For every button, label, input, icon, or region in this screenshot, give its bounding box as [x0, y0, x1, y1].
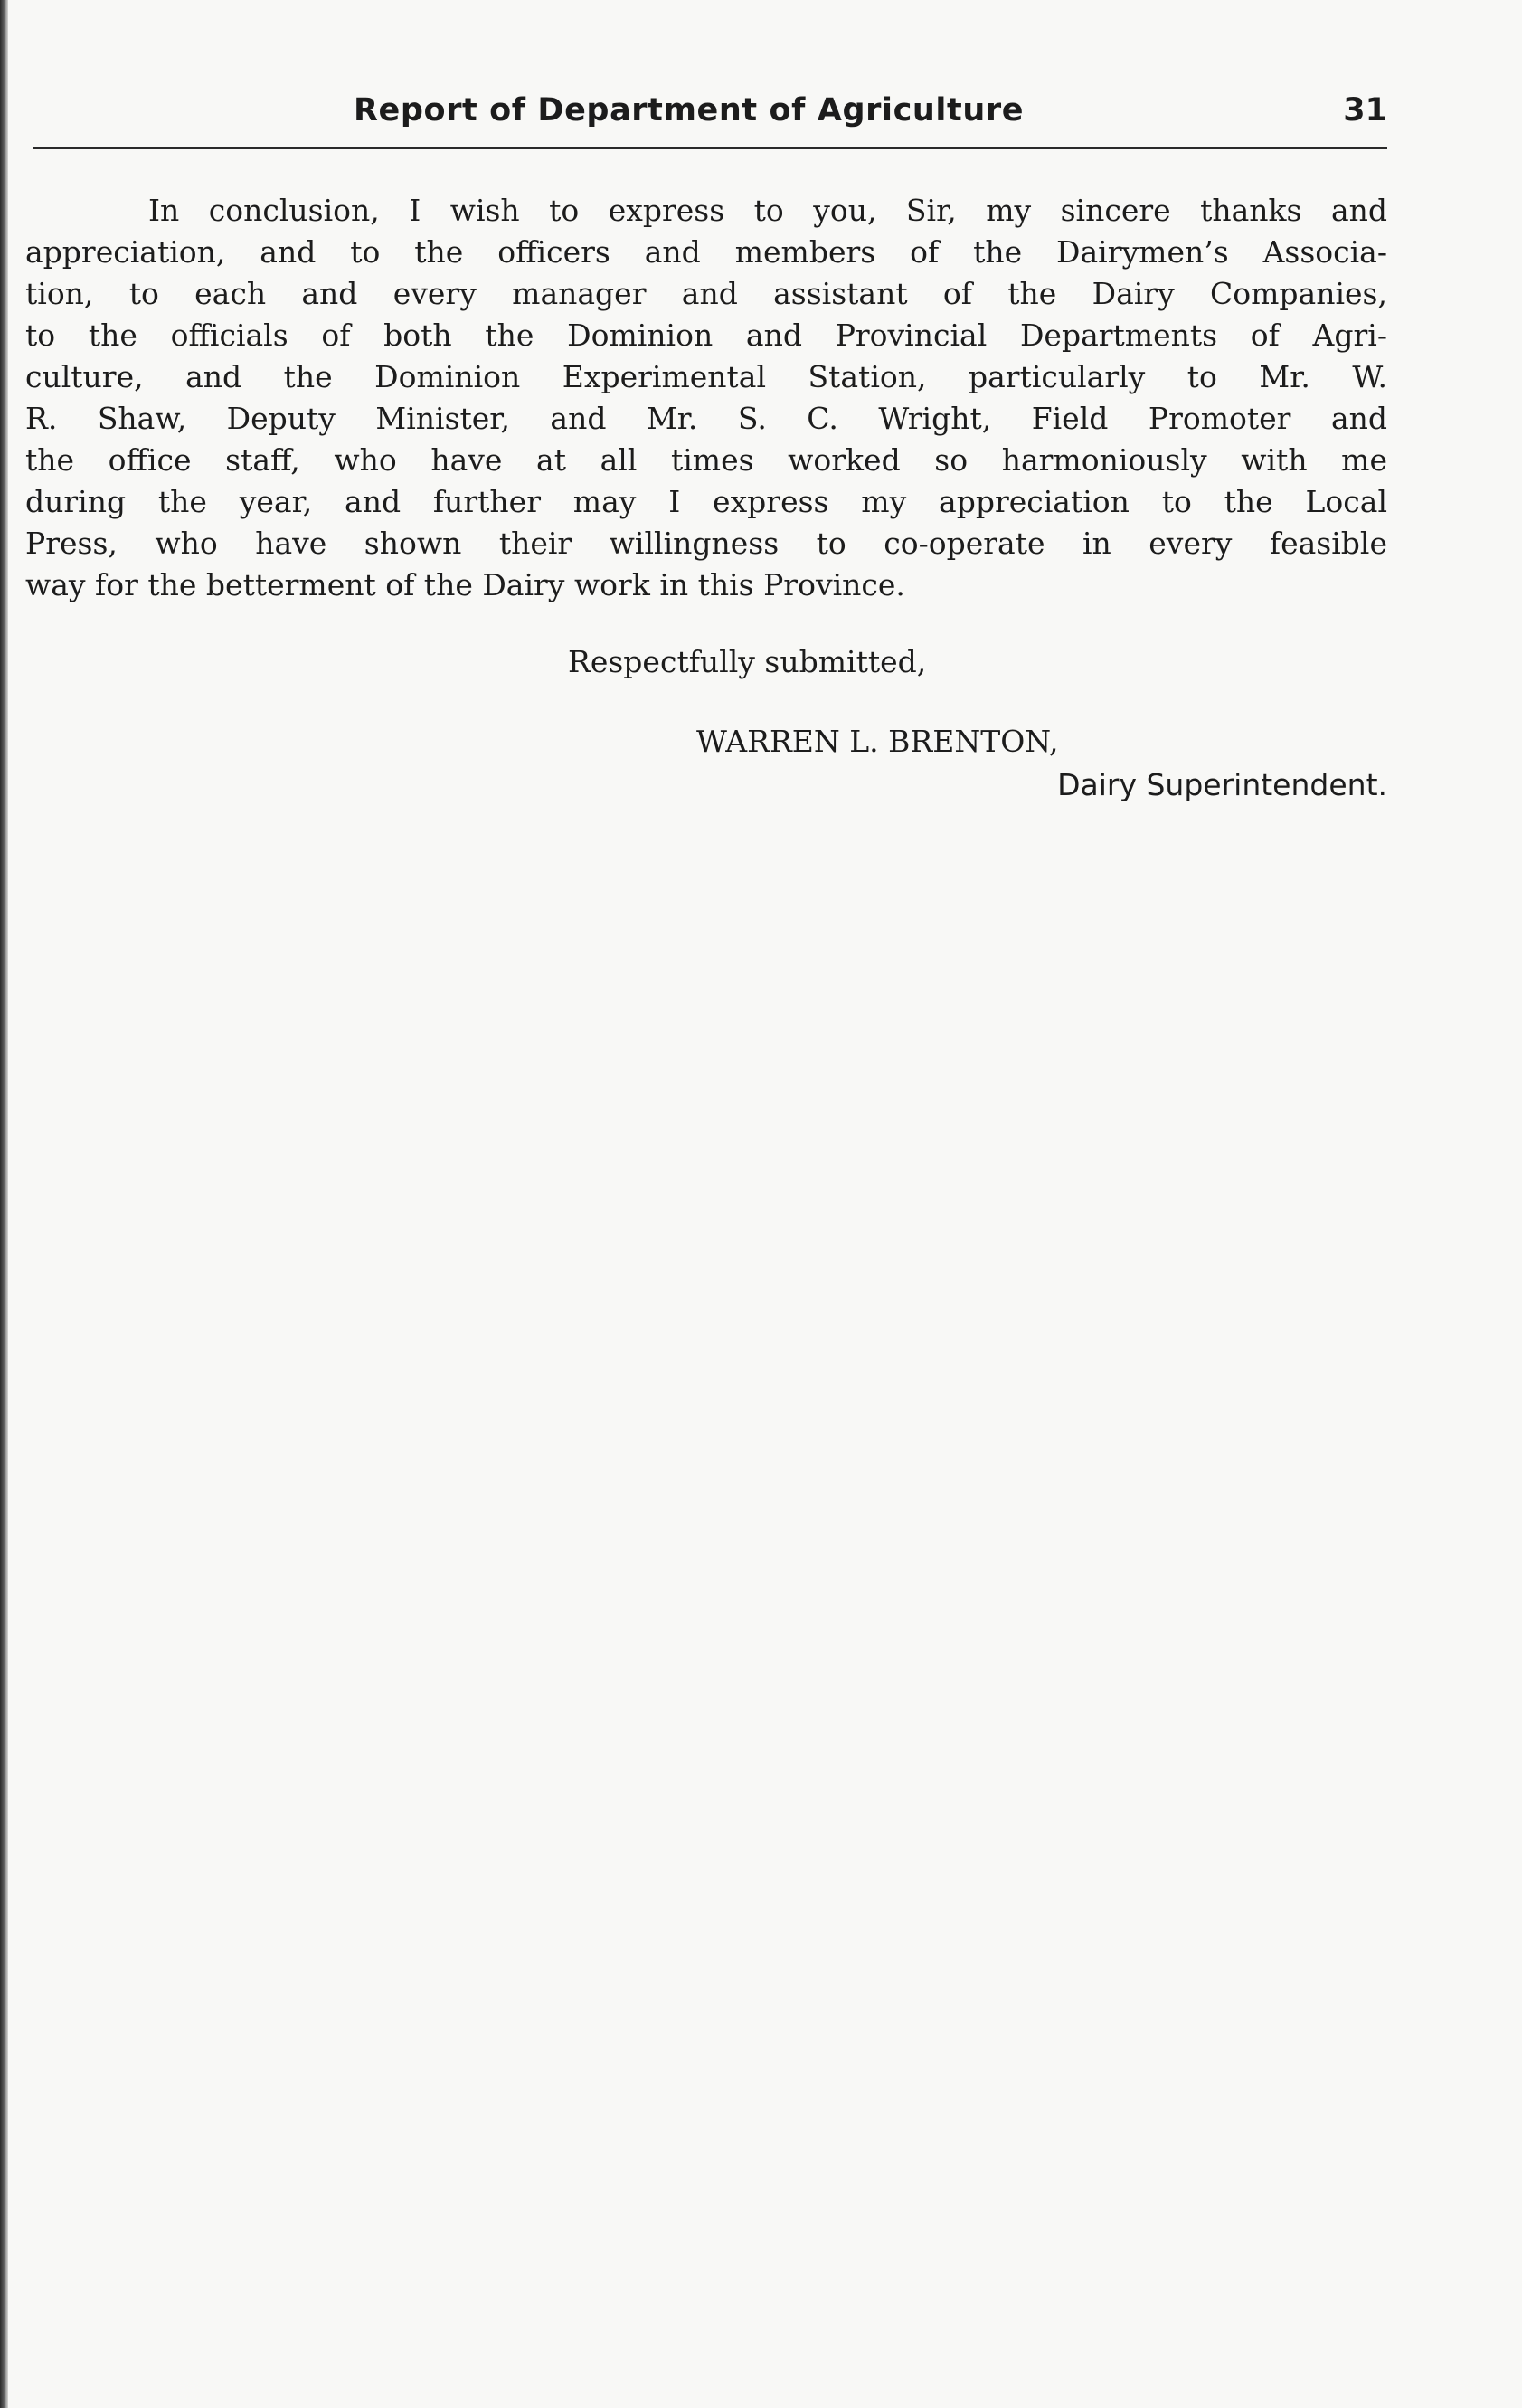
page-binding-edge	[0, 0, 8, 2408]
signer-name: WARREN L. BRENTON,	[696, 724, 1059, 759]
paragraph-line: In conclusion, I wish to express to you, Sir, my sincere thanks and	[148, 193, 1387, 228]
paragraph-line: to the officials of both the Dominion and Provincial Departments of Agri-	[25, 318, 1387, 353]
header-rule	[33, 147, 1387, 149]
paragraph-line: the office staff, who have at all times worked so harmoniously with me	[25, 442, 1387, 478]
paragraph-line: during the year, and further may I express my appreciation to the Local	[25, 484, 1387, 519]
page-header	[33, 89, 1387, 143]
closing-salutation: Respectfully submitted,	[568, 644, 927, 679]
paragraph-line: appreciation, and to the officers and members of the Dairymen’s Associa-	[25, 234, 1387, 270]
body-paragraph	[25, 190, 1387, 606]
paragraph-line: Press, who have shown their willingness to co-operate in every feasible	[25, 526, 1387, 561]
paragraph-line: way for the betterment of the Dairy work in this Province.	[25, 567, 905, 602]
paragraph-line: tion, to each and every manager and assistant of the Dairy Companies,	[25, 276, 1387, 311]
paragraph-line: culture, and the Dominion Experimental Station, particularly to Mr. W.	[25, 359, 1387, 394]
page-number: 31	[1343, 92, 1387, 128]
paragraph-line: R. Shaw, Deputy Minister, and Mr. S. C. Wright, Field Promoter and	[25, 401, 1387, 436]
signer-title: Dairy Superintendent.	[1057, 767, 1387, 802]
running-title: Report of Department of Agriculture	[354, 92, 1025, 128]
